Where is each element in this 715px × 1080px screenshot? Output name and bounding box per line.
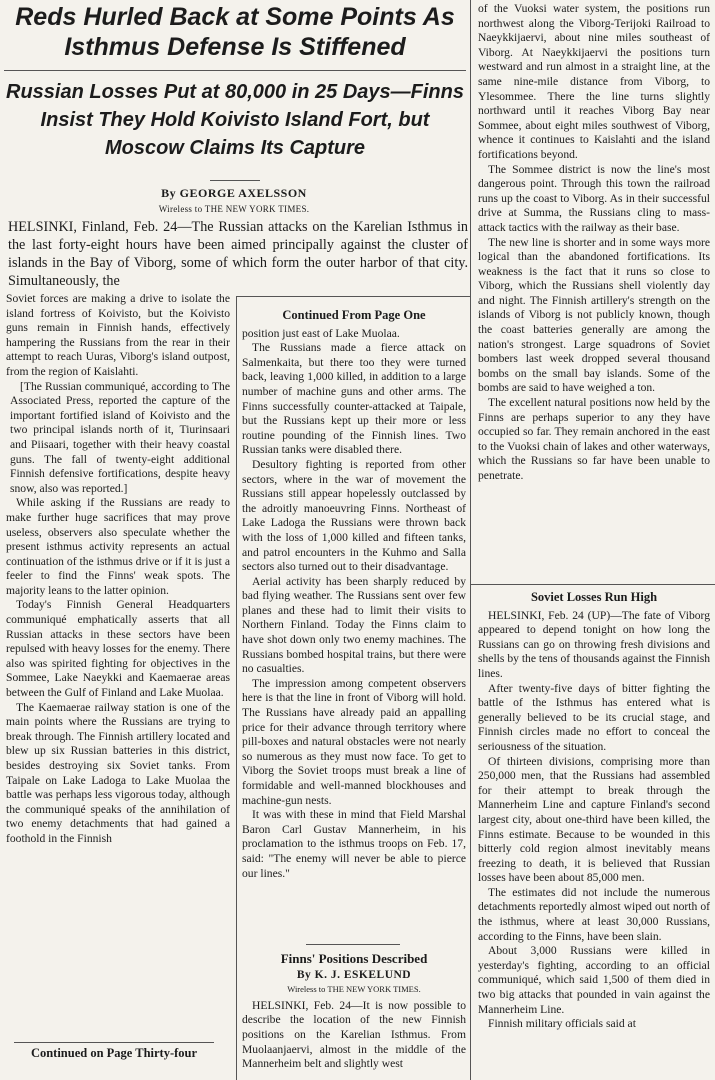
- box2-paragraph: HELSINKI, Feb. 24 (UP)—The fate of Viborg appeared to depend tonight on how long the Russians can go on throwing fresh divisions and shells by the tens of thousands against the Finnish lines.: [478, 608, 710, 680]
- col2-paragraph: The Russians made a fierce attack on Salmenkaita, but there too they were turned back, leaving 1,000 killed, in addition to a large number of machine guns and other arms. The Finns successfully counter-attacked at Taipale, but the Russians kept up their more or less routine pounding of the Finnish lines. Two Russian tanks were disabled there.: [242, 341, 466, 457]
- headline-rule: [4, 70, 466, 71]
- col2-paragraph: Aerial activity has been sharply reduced by bad flying weather. The Russians sent over few planes and these had to limit their visits to Northern Finland. Today the Finns claim to have shot down only two enemy machines. The Russians bombed hospital trains, but there were no casualties.: [242, 574, 466, 676]
- subhead-rule: [306, 944, 400, 945]
- lead-rule: [236, 296, 470, 297]
- box2-paragraph: After twenty-five days of bitter fighting the battle of the Isthmus has entered what is generally believed to be its crucial stage, and Finnish circles made no effort to conceal the seriousness of the situation.: [478, 681, 710, 753]
- sub-article-byline: By K. J. ESKELUND: [296, 968, 412, 981]
- continued-to: Continued on Page Thirty-four: [30, 1046, 198, 1060]
- col2-paragraph: The impression among competent observers here is that the line in front of Viborg will hold. The Russians have already paid an appalling price for their advance through territory where pill-boxes and natural obstacles were not nearly so numerous as they must now face. To get to Viborg the Soviet troops must break a line of formidable and well-manned blockhouses and machine-gun nests.: [242, 676, 466, 807]
- continued-rule: [14, 1042, 214, 1043]
- col3-paragraph: The Sommee district is now the line's most dangerous point. Through this town the railroad runs up the coast to Viborg. As in their successful drive at Summa, the Russians cling to mass-attack tactics with the railway as their base.: [478, 162, 710, 234]
- box2-paragraph: The estimates did not include the numerous detachments reportedly almost wiped out north of the isthmus, where at least 30,000 Russians, according to the Finns, have been slain.: [478, 885, 710, 943]
- box2-paragraph: Finnish military officials said at: [488, 1017, 636, 1031]
- continued-from: Continued From Page One: [282, 308, 426, 322]
- column-1: [6, 292, 230, 847]
- col2-paragraph: Desultory fighting is reported from other sectors, where in the war of movement the Russians still appear hopelessly outclassed by the adroitly manoeuvring Finns. Northeast of Lake Ladoga the Russians were thrown back with the loss of 1,000 killed and fifteen tanks, and patrol encounters in the Kuhmo and Salla sectors also turned out to their disadvantage.: [242, 457, 466, 574]
- headline-main: Reds Hurled Back at Some Points As Isthmus Defense Is Stiffened: [15, 3, 455, 61]
- col2-paragraph: position just east of Lake Muolaa.: [242, 326, 400, 340]
- col3-paragraph: of the Vuoksi water system, the positions run northwest along the Viborg-Terijoki Railroad to Naeykkijaervi, about nine miles southeast of Viborg. At Naeykkijaervi the positions turn westward and run almost in a straight line, at the same nine-mile distance from Viborg, to Ylesommee. There the line turns slightly northward until it reaches Viborg Bay near Sommee, about eight miles southwest of Viborg, whence it continues to Kaislahti and the island fortifications beyond.: [478, 2, 710, 161]
- col1-paragraph: The Kaemaerae railway station is one of the main points where the Russians are trying to break through. The Finnish artillery located and blew up six Russian batteries in this district, besides destroying six Soviet tanks. From Taipale on Lake Ladoga to Lake Muolaa the battle was perhaps less vigorous today, although the communiqué speaks of the annihilation of two enemy detachments that had gained a foothold in the Finnish: [6, 700, 230, 845]
- sub-article-credit: Wireless to THE NEW YORK TIMES.: [287, 984, 421, 995]
- headline-sub: Russian Losses Put at 80,000 in 25 Days—Finns Insist They Hold Koivisto Island Fort, but Moscow Claims Its Capture: [6, 81, 464, 159]
- sub-article-body: HELSINKI, Feb. 24—It is now possible to describe the location of the new Finnish positions on the Karelian Isthmus. From Muolaanjaervi, almost in the middle of the Mannerheim belt and slightly west: [242, 998, 466, 1071]
- col3-paragraph: The excellent natural positions now held by the Finns are perhaps superior to any they have occupied so far. They remain anchored in the east to the Vuoksi chain of lakes and other waterways, which the Russians so far have been unable to penetrate.: [478, 396, 710, 482]
- col2-paragraph: It was with these in mind that Field Marshal Baron Carl Gustav Mannerheim, in his proclamation to the isthmus troops on Feb. 17, said: "The enemy will never be able to pierce our lines.": [242, 808, 466, 880]
- col1-paragraph: [The Russian communiqué, according to The Associated Press, reported the capture of the important fortified island of Koivisto and the two principal islands north of it, Tiurinsaari and Piisaari, together with their heavy coastal guns. The fall of twenty-eight additional Finnish defensive fortifications, despite heavy snow, also was reported.]: [10, 379, 230, 495]
- box2-heading: Soviet Losses Run High: [530, 590, 658, 604]
- col1-paragraph: While asking if the Russians are ready to make further huge sacrifices that may prove useless, observers also speculate whether the present isthmus activity represents an actual continuation of the isthmus drive or if it is just a feeler to find the Finns' weak spots. The majority leans to the latter opinion.: [6, 496, 230, 597]
- sub-article: [242, 948, 466, 1072]
- byline: By GEORGE AXELSSON: [161, 186, 307, 200]
- box2-paragraph: About 3,000 Russians were killed in yesterday's fighting, according to an official communiqué, which said 1,500 of them died in two big attacks that pounded in vain against the Mannerheim Line.: [478, 944, 710, 1016]
- col1-paragraph: Soviet forces are making a drive to isolate the island fortress of Koivisto, but the Koivisto guns remain in Finnish hands, effectively hampering the Russians from the rear in their attempt to reach Uuras, Viborg's island outpost, from the region of Kaislahti.: [6, 292, 230, 378]
- box2-rule: [471, 584, 715, 585]
- col1-paragraph: Today's Finnish General Headquarters communiqué emphatically asserts that all Russian attacks in these sectors have been repulsed with heavy losses for the enemy. There also was spirited fighting for objectives in the Sommee, Lake Naeykki and Kaemaerae areas between the Gulf of Finland and Lake Muolaa.: [6, 598, 230, 700]
- column-2: [242, 308, 466, 881]
- sub-article-heading: Finns' Positions Described: [280, 951, 428, 966]
- col3-paragraph: The new line is shorter and in some ways more logical than the abandoned fortifications. Its weakness is the fact that it runs so close to Viborg, which the Russians shell violently day and night. The Finnish artillery's strength on the islands of Viborg is not publicly known, though the coast batteries generally are among the nation's strongest. Large squadrons of Soviet bombers last week dropped several thousand bombs on the small bay islands. Some of the bombs are said to have weighed a ton.: [478, 235, 710, 395]
- lead-paragraph: HELSINKI, Finland, Feb. 24—The Russian attacks on the Karelian Isthmus in the last forty-eight hours have been aimed principally against the cluster of islands in the Bay of Viborg, some of which form the outer harbor of that city. Simultaneously, the: [8, 219, 468, 289]
- byline-rule: [210, 180, 260, 181]
- column-rule-inner: [236, 296, 237, 1080]
- column-rule-right: [470, 0, 471, 1080]
- box2-article: [478, 590, 710, 1032]
- column-3: [478, 2, 710, 484]
- credit-line: Wireless to THE NEW YORK TIMES.: [158, 204, 310, 214]
- box2-paragraph: Of thirteen divisions, comprising more than 250,000 men, that the Russians had assembled for their attempt to break through the Mannerheim Line and capture Finland's second largest city, about one-third have been killed, the Finns estimate. Because to be wounded in this bitterly cold region almost inevitably means freezing to death, it is believed that Russian losses have been about 85,000 men.: [478, 754, 710, 885]
